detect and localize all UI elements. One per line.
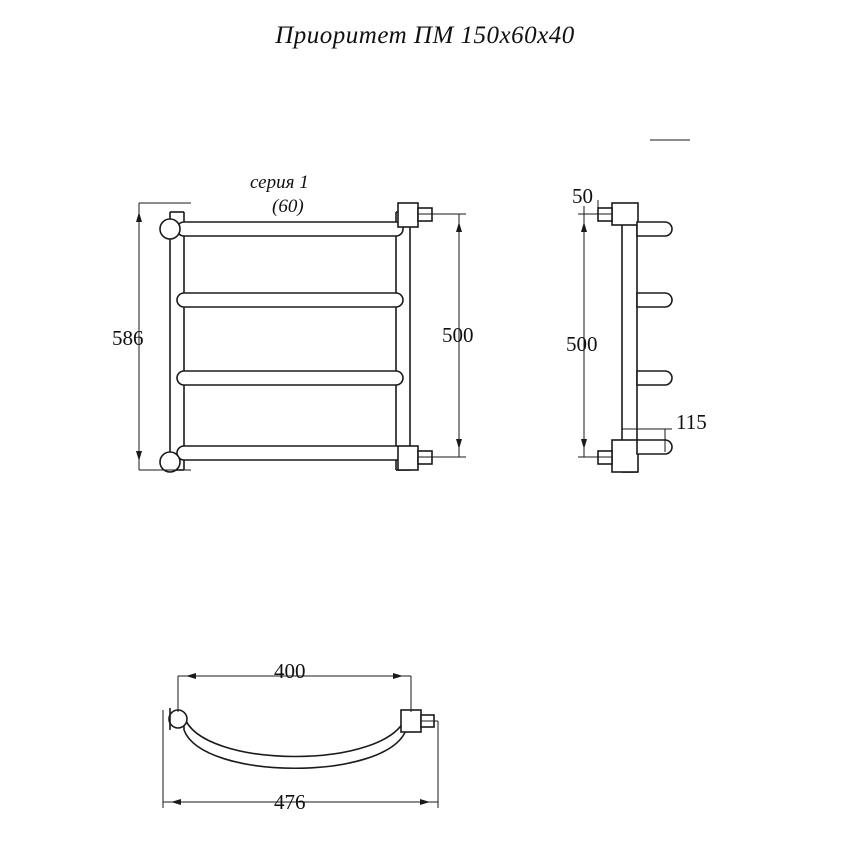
dimension-500-front-label: 500 [442,323,474,347]
dimension-50-label: 50 [572,184,593,208]
side-view-geometry [578,140,690,472]
dimension-400-label: 400 [274,659,306,683]
dimension-476-label: 476 [274,790,306,814]
dimension-500-side-label: 500 [566,332,598,356]
top-view-geometry [163,673,438,808]
dimension-115-label: 115 [676,410,707,434]
front-view-geometry [136,203,466,472]
page-title: Приоритет ПМ 150х60х40 [275,22,575,49]
series-label: серия 1 [250,172,309,193]
dimension-586-label: 586 [112,326,144,350]
series-sublabel: (60) [272,196,304,217]
